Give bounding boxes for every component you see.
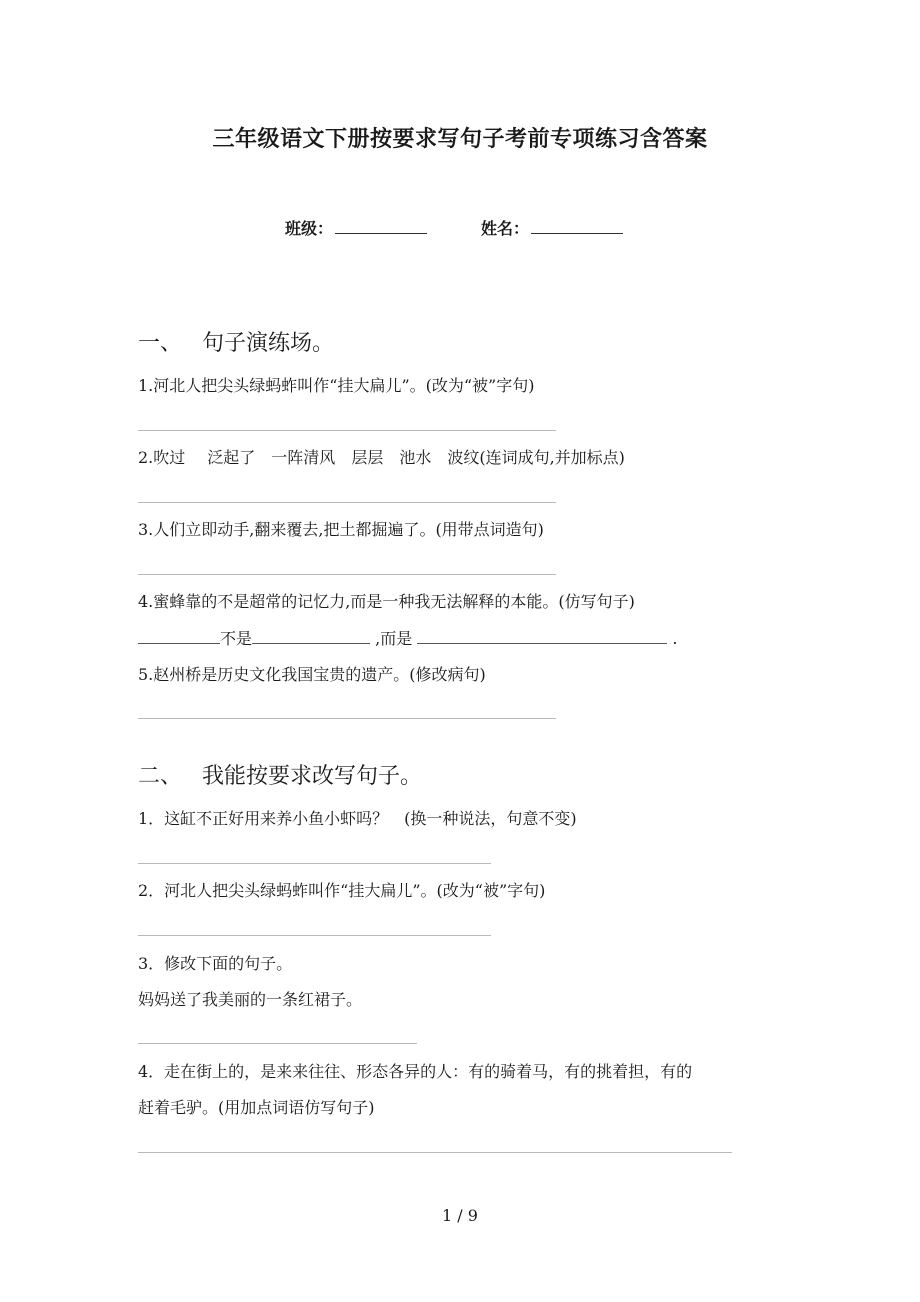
class-blank[interactable]	[335, 218, 427, 234]
s1-q2-word-6: 波纹(连词成句,并加标点)	[447, 448, 625, 467]
s1-question-5: 5.赵州桥是历史文化我国宝贵的遗产。(修改病句)	[138, 665, 486, 684]
s1-q4-part-2: ,而是	[375, 629, 413, 648]
s1-q2-word-4: 层层	[351, 448, 384, 467]
s1-question-1: 1.河北人把尖头绿蚂蚱叫作“挂大扁儿”。(改为“被”字句)	[138, 376, 535, 395]
page-title: 三年级语文下册按要求写句子考前专项练习含答案	[212, 127, 708, 152]
s2-question-4-line-1: 4．走在街上的，是来来往往、形态各异的人：有的骑着马，有的挑着担，有的	[138, 1062, 693, 1081]
s2-answer-line-1[interactable]	[138, 863, 491, 864]
name-blank[interactable]	[531, 218, 623, 234]
s2-question-3: 3．修改下面的句子。	[138, 954, 293, 973]
student-info	[285, 216, 623, 239]
s2-question-4-line-2: 赶着毛驴。(用加点词语仿写句子)	[138, 1098, 375, 1117]
s2-question-1: 1．这缸不正好用来养小鱼小虾吗？ (换一种说法，句意不变)	[138, 809, 577, 828]
class-label: 班级：	[285, 219, 334, 238]
name-label: 姓名：	[481, 219, 530, 238]
section-2-title: 我能按要求改写句子。	[202, 764, 423, 789]
s1-q2-word-5: 池水	[399, 448, 432, 467]
s2-answer-line-2[interactable]	[138, 935, 491, 936]
s1-question-2	[138, 445, 625, 468]
section-2-heading	[138, 759, 422, 790]
s1-question-4: 4.蜜蜂靠的不是超常的记忆力,而是一种我无法解释的本能。(仿写句子)	[138, 592, 635, 611]
s1-question-3: 3.人们立即动手,翻来覆去,把土都掘遍了。(用带点词造句)	[138, 520, 544, 539]
s2-question-3-sentence: 妈妈送了我美丽的一条红裙子。	[138, 990, 363, 1009]
s1-q2-word-1: 2.吹过	[138, 448, 186, 467]
section-2-number: 二、	[138, 764, 183, 789]
s2-answer-line-4[interactable]	[138, 1152, 732, 1153]
s1-q4-end: .	[672, 629, 678, 648]
s1-answer-line-3[interactable]	[138, 574, 556, 575]
page-number: 1 / 9	[442, 1206, 478, 1225]
s2-question-2: 2．河北人把尖头绿蚂蚱叫作“挂大扁儿”。(改为“被”字句)	[138, 881, 546, 900]
s1-answer-line-2[interactable]	[138, 502, 556, 503]
s1-q4-part-1: 不是	[220, 629, 253, 648]
s1-q4-blank-1[interactable]	[138, 629, 220, 644]
s1-q4-blank-3[interactable]	[417, 629, 667, 644]
s1-q2-word-3: 一阵清风	[271, 448, 336, 467]
s1-answer-line-5[interactable]	[138, 718, 556, 719]
s2-answer-line-3[interactable]	[138, 1043, 417, 1044]
section-1-number: 一、	[138, 331, 183, 356]
s1-q2-word-2: 泛起了	[207, 448, 256, 467]
s1-q4-blank-2[interactable]	[252, 629, 370, 644]
s1-answer-line-1[interactable]	[138, 430, 556, 431]
section-1-title: 句子演练场。	[202, 331, 335, 356]
section-1-heading	[138, 326, 334, 357]
s1-question-4-fill	[138, 626, 677, 649]
